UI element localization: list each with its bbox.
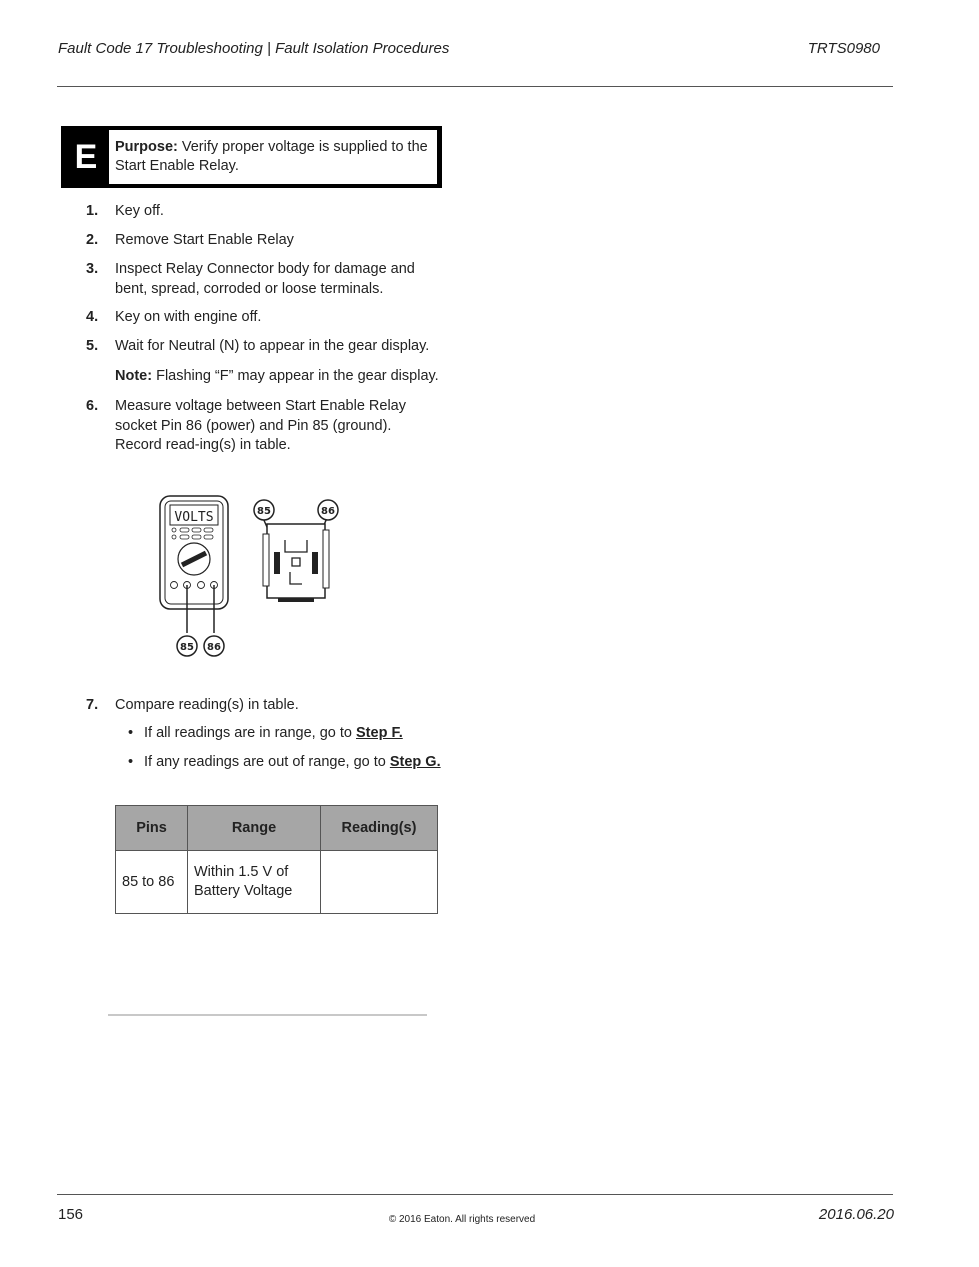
bullet-text: If all readings are in range, go to [144,725,356,741]
step-number: 4. [86,309,99,325]
copyright: © 2016 Eaton. All rights reserved [388,1214,536,1225]
step-text: Compare reading(s) in table. [115,697,299,713]
step-text: Measure voltage between Start Enable Relay socket Pin 86 (power) and Pin 85 (ground). Record read-ing(s) in table. [115,398,406,453]
col-header-range: Range [188,806,321,851]
page-number: 156 [58,1206,84,1223]
note [115,368,439,384]
range-line-1: Within 1.5 V of [194,864,289,880]
relay-socket-icon [263,524,329,602]
pin-85-top-callout [254,500,274,520]
purpose-text [115,138,435,176]
step-number: 3. [86,261,99,277]
purpose-body: Verify proper voltage is supplied to the Start Enable Relay. [115,139,428,174]
cell-pins: 85 to 86 [116,851,188,914]
footer-divider [57,1194,893,1195]
step-text: Inspect Relay Connector body for damage and bent, spread, corroded or loose terminals. [115,261,415,297]
bullet-dot: • [128,754,134,770]
content-divider [108,1014,427,1016]
step-number: 2. [86,232,99,248]
pin-86-bottom-label: 86 [207,642,221,653]
multimeter-relay-figure [150,492,360,662]
table-row [116,851,438,914]
pin-85-top-label: 85 [257,506,271,517]
step-number: 7. [86,697,99,713]
note-text: Flashing “F” may appear in the gear display. [152,368,439,384]
pin-86-bottom-callout [204,636,224,656]
cell-range [188,851,321,914]
bullet-dot: • [128,725,134,741]
bullet-text: If any readings are out of range, go to [144,754,390,770]
step-g-link[interactable]: Step G. [389,754,441,770]
step-f-link[interactable]: Step F. [356,725,403,741]
footer-date: 2016.06.20 [818,1206,894,1223]
step-text: Wait for Neutral (N) to appear in the gear display. [115,338,430,354]
cell-reading[interactable] [321,851,438,914]
pin-85-bottom-label: 85 [180,642,194,653]
step-text: Key on with engine off. [115,309,262,325]
meter-display: VOLTS [174,510,214,525]
pin-86-top-label: 86 [321,506,335,517]
col-header-readings: Reading(s) [321,806,438,851]
pin-85-bottom-callout [177,636,197,656]
step-number: 1. [86,203,99,219]
readings-table [115,805,438,914]
multimeter-icon [160,496,228,609]
header-title: Fault Code 17 Troubleshooting | Fault Isolation Procedures [58,40,450,57]
pin-86-top-callout [318,500,338,520]
purpose-label: Purpose: [115,139,178,155]
step-number: 5. [86,338,99,354]
table-header-row [116,806,438,851]
step-text: Remove Start Enable Relay [115,232,294,248]
step-text: Key off. [115,203,164,219]
header-divider [57,86,893,87]
col-header-pins: Pins [116,806,188,851]
note-label: Note: [115,368,153,384]
step-number: 6. [86,398,99,414]
doc-id: TRTS0980 [807,40,880,57]
section-letter: E [74,137,98,176]
range-line-2: Battery Voltage [194,883,293,899]
